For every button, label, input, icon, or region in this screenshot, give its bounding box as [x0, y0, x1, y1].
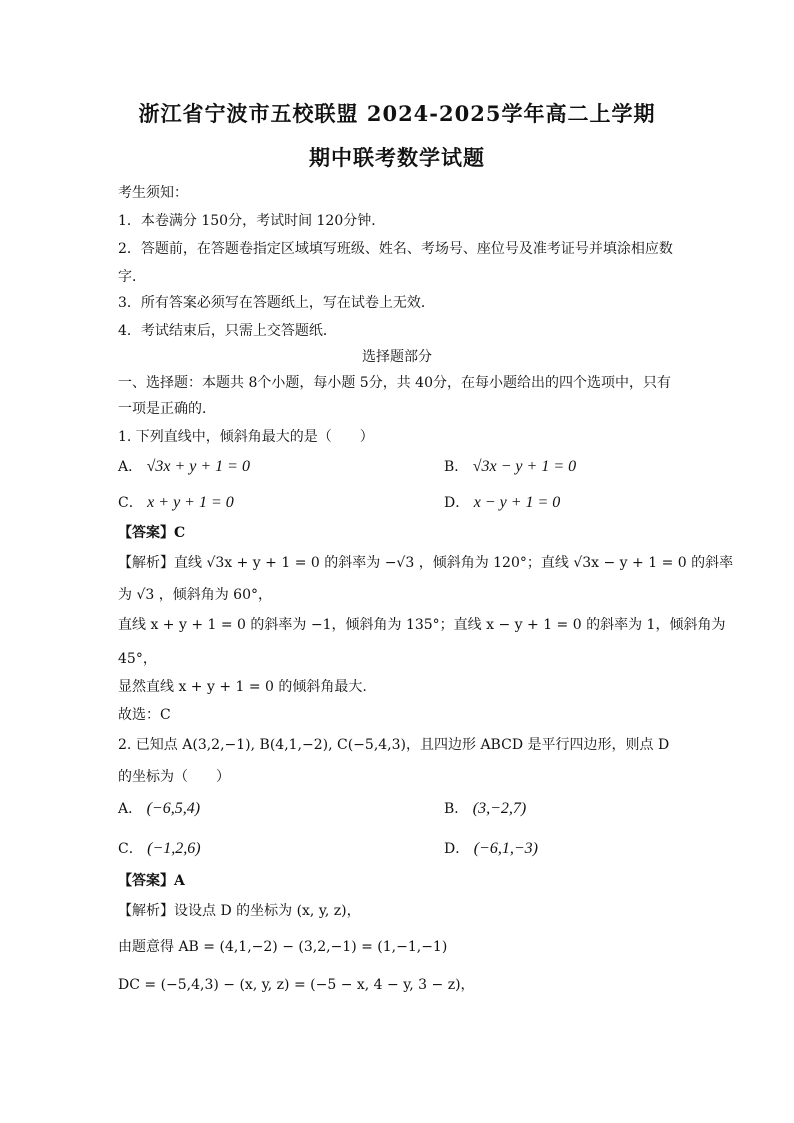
q2-analysis-3: DC = (−5,4,3) − (x, y, z) = (−5 − x, 4 − y, 3 − z)， — [118, 977, 475, 993]
option-label: A． — [118, 459, 143, 475]
section-intro-1: 一、选择题：本题共 8个小题，每小题 5分，共 40分，在每小题给出的四个选项中，只有 — [118, 375, 671, 391]
page-title-line2: 期中联考数学试题 — [309, 145, 485, 170]
option-label: D． — [444, 841, 470, 857]
q2-option-b — [444, 798, 526, 818]
section-intro-2: 一项是正确的． — [118, 401, 216, 417]
option-text: (−6,5,4) — [146, 800, 201, 817]
option-text: (−6,1,−3) — [473, 840, 538, 857]
q1-analysis-1: 【解析】直线 √3x + y + 1 = 0 的斜率为 −√3 ，倾斜角为 120°；直线 √3x − y + 1 = 0 的斜率 — [118, 555, 734, 571]
q2-option-d — [444, 838, 538, 858]
notice-heading: 考生须知： — [118, 185, 188, 201]
notice-item-1: 1．本卷满分 150分，考试时间 120分钟． — [118, 213, 386, 229]
q1-answer: 【答案】C — [118, 525, 186, 541]
option-text: x − y + 1 = 0 — [473, 494, 561, 511]
option-label: C． — [118, 495, 143, 511]
option-label: C． — [118, 841, 143, 857]
notice-item-2-cont: 字． — [118, 269, 146, 285]
page-title-line1: 浙江省宁波市五校联盟 2024-2025学年高二上学期 — [138, 101, 656, 126]
option-label: B． — [444, 801, 469, 817]
q2-option-c — [118, 838, 201, 858]
q1-analysis-6: 故选：C — [118, 707, 171, 723]
q1-stem: 1. 下列直线中，倾斜角最大的是（ ） — [118, 429, 374, 445]
notice-item-4: 4．考试结束后，只需上交答题纸． — [118, 323, 337, 339]
q2-answer: 【答案】A — [118, 873, 185, 889]
q1-analysis-3: 直线 x + y + 1 = 0 的斜率为 −1，倾斜角为 135°；直线 x − y + 1 = 0 的斜率为 1，倾斜角为 — [118, 617, 726, 633]
q1-option-c — [118, 492, 234, 512]
option-label: A． — [118, 801, 143, 817]
q2-analysis-1: 【解析】设设点 D 的坐标为 (x, y, z)， — [118, 903, 361, 919]
option-text: (−1,2,6) — [147, 840, 201, 857]
q2-stem-2: 的坐标为（ ） — [118, 769, 230, 785]
q2-stem-1: 2. 已知点 A(3,2,−1), B(4,1,−2), C(−5,4,3)，且四边形 ABCD 是平行四边形，则点 D — [118, 737, 670, 753]
q1-option-d — [444, 492, 560, 512]
option-text: √3x + y + 1 = 0 — [146, 458, 250, 475]
q1-analysis-5: 显然直线 x + y + 1 = 0 的倾斜角最大. — [118, 679, 367, 695]
q1-analysis-4: 45°， — [118, 651, 157, 667]
q1-option-a — [118, 456, 250, 476]
option-text: (3,−2,7) — [472, 800, 527, 817]
q1-analysis-2: 为 √3 ，倾斜角为 60°， — [118, 587, 272, 603]
q2-analysis-2: 由题意得 AB = (4,1,−2) − (3,2,−1) = (1,−1,−1) — [118, 939, 448, 955]
notice-item-3: 3．所有答案必须写在答题纸上，写在试卷上无效． — [118, 295, 435, 311]
option-text: √3x − y + 1 = 0 — [472, 458, 577, 475]
q2-option-a — [118, 798, 200, 818]
option-label: B． — [444, 459, 469, 475]
q1-option-b — [444, 456, 576, 476]
option-text: x + y + 1 = 0 — [147, 494, 234, 511]
option-label: D． — [444, 495, 470, 511]
section-title: 选择题部分 — [362, 349, 432, 365]
notice-item-2: 2．答题前，在答题卷指定区域填写班级、姓名、考场号、座位号及准考证号并填涂相应数 — [118, 241, 673, 257]
